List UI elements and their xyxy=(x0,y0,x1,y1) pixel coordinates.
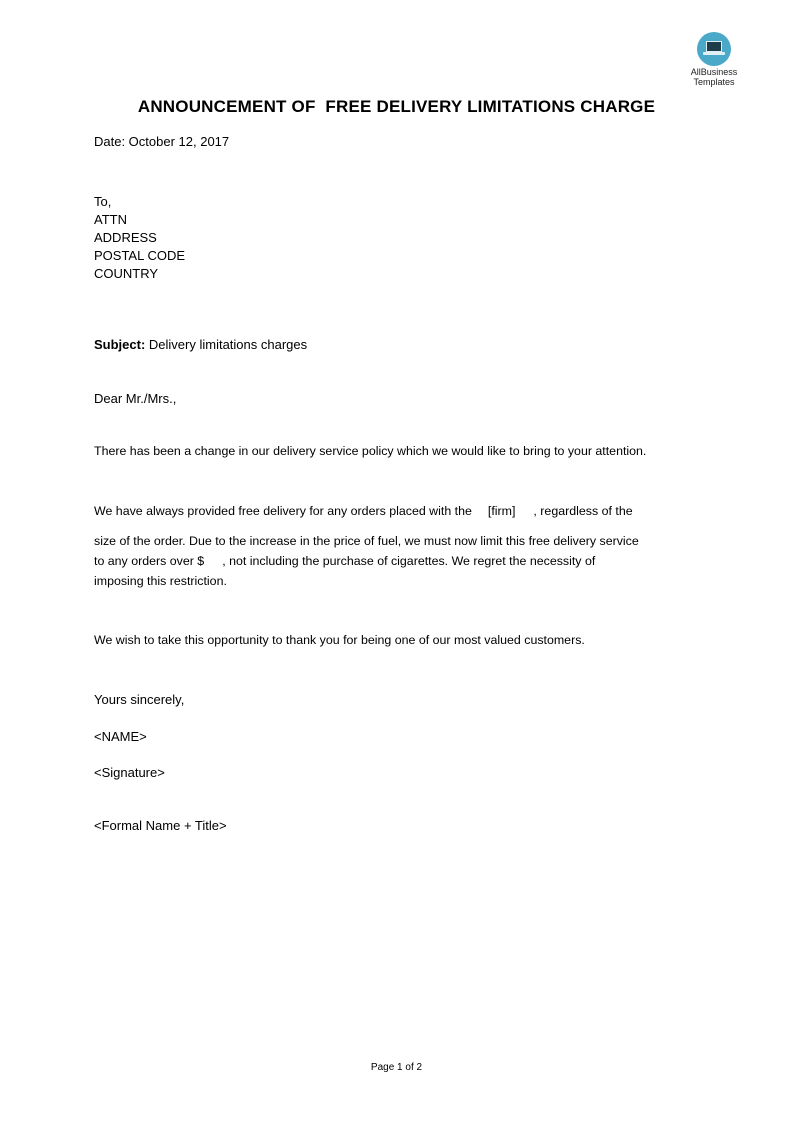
signature-placeholder: <Signature> xyxy=(94,765,165,780)
paragraph-line-3 xyxy=(94,554,595,568)
paragraph-text: , regardless of the xyxy=(533,504,633,518)
brand-logo xyxy=(678,32,750,87)
paragraph-text: , not including the purchase of cigarettes. We regret the necessity of xyxy=(222,554,596,568)
paragraph-text: to any orders over $ xyxy=(94,554,205,568)
document-title: ANNOUNCEMENT OF FREE DELIVERY LIMITATIONS CHARGE xyxy=(137,97,656,116)
paragraph-line-4: imposing this restriction. xyxy=(94,574,227,588)
salutation: Dear Mr./Mrs., xyxy=(94,391,177,406)
paragraph-line-2: size of the order. Due to the increase in the price of fuel, we must now limit this free delivery service xyxy=(94,534,639,548)
logo-brand-line1: AllBusiness xyxy=(690,67,738,77)
firm-placeholder: [firm] xyxy=(487,504,516,518)
paragraph-text: We have always provided free delivery for any orders placed with the xyxy=(94,504,472,518)
address-country: COUNTRY xyxy=(94,266,159,281)
address-address: ADDRESS xyxy=(94,230,157,245)
date-line: Date: October 12, 2017 xyxy=(94,134,230,149)
address-attn: ATTN xyxy=(94,212,127,227)
laptop-icon xyxy=(697,32,731,66)
name-placeholder: <NAME> xyxy=(94,729,147,744)
paragraph-policy-change: There has been a change in our delivery service policy which we would like to bring to your attention. xyxy=(94,444,647,458)
logo-brand-line2: Templates xyxy=(693,77,735,87)
closing: Yours sincerely, xyxy=(94,692,185,707)
address-to: To, xyxy=(94,194,112,209)
subject-text: Delivery limitations charges xyxy=(145,337,308,352)
page-number: Page 1 of 2 xyxy=(370,1062,423,1073)
logo-text xyxy=(678,67,750,87)
formal-name-placeholder: <Formal Name + Title> xyxy=(94,818,227,833)
address-postal-code: POSTAL CODE xyxy=(94,248,186,263)
subject-line xyxy=(94,337,307,352)
subject-label: Subject: xyxy=(94,337,146,352)
paragraph-thanks: We wish to take this opportunity to thank you for being one of our most valued customers. xyxy=(94,633,585,647)
paragraph-line-1 xyxy=(94,504,633,518)
